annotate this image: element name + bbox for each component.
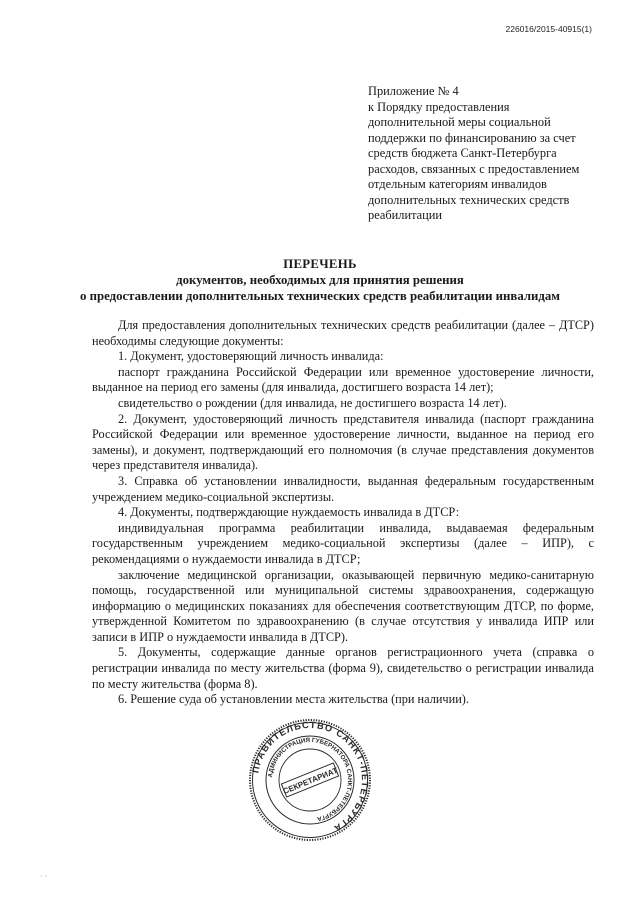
appendix-line: дополнительных технических средств [368, 192, 570, 207]
appendix-line: поддержки по финансированию за счет [368, 130, 576, 145]
paragraph-item-3: 3. Справка об установлении инвалидности, выданная федеральным государственным учреждением медико-социальной экспертизы. [92, 473, 594, 504]
appendix-block [368, 84, 618, 224]
appendix-line: реабилитации [368, 208, 443, 222]
appendix-line: средств бюджета Санкт-Петербурга [368, 146, 557, 160]
seal-center-text: СЕКРЕТАРИАТ [281, 765, 340, 796]
title-line-3: о предоставлении дополнительных технических средств реабилитации инвалидам [80, 289, 560, 303]
paragraph-item-2: 2. Документ, удостоверяющий личность представителя инвалида (паспорт гражданина Российской Федерации или временное удостоверение личности, выданное на период его замены), и документ, подтверждающий его полномочия (в случае представления документов через представителя инвалида). [92, 411, 594, 473]
document-body [92, 318, 594, 708]
paragraph-passport: паспорт гражданина Российской Федерации или временное удостоверение личности, выданное на период его замены (для инвалида, достигшего возраста 14 лет); [92, 364, 594, 395]
paragraph-medical-conclusion: заключение медицинской организации, оказывающей первичную медико-санитарную помощь, государственной или муниципальной системы здравоохранения, содержащую информацию о медицинских показаниях для обеспечения соответствующим ДТСР, по форме, утвержденной Комитетом по здравоохранению (в случае отсутствия у инвалида ИПР или записи в ИПР о нуждаемости инвалида в ДТСР). [92, 567, 594, 644]
paragraph-item-4: 4. Документы, подтверждающие нуждаемость инвалида в ДТСР: [118, 505, 460, 520]
title-line-2: документов, необходимых для принятия решения [176, 273, 464, 287]
paragraph-item-1: 1. Документ, удостоверяющий личность инвалида: [118, 349, 384, 364]
appendix-line: Приложение № 4 [368, 84, 459, 98]
official-seal [248, 718, 372, 842]
paragraph-ipr: индивидуальная программа реабилитации инвалида, выдаваемая федеральным государственным учреждением медико-социальной экспертизы (далее – ИПР), с рекомендациями о нуждаемости инвалида в ДТСР; [92, 520, 594, 566]
paragraph-item-6: 6. Решение суда об установлении места жительства (при наличии). [118, 692, 469, 707]
margin-marks: · · [40, 872, 48, 881]
appendix-line: отдельным категориям инвалидов [368, 177, 547, 191]
paragraph-birth-certificate: свидетельство о рождении (для инвалида, не достигшего возраста 14 лет). [118, 395, 507, 410]
document-number: 226016/2015-40915(1) [505, 24, 592, 34]
seal-outer-text: ПРАВИТЕЛЬСТВО САНКТ-ПЕТЕРБУРГА [250, 719, 371, 834]
appendix-line: дополнительной меры социальной [368, 115, 551, 129]
title-main: ПЕРЕЧЕНЬ [283, 257, 357, 271]
seal-inner-text: АДМИНИСТРАЦИЯ ГУБЕРНАТОРА САНКТ-ПЕТЕРБУРГА [267, 736, 354, 823]
appendix-line: расходов, связанных с предоставлением [368, 161, 580, 176]
seal-graphic [248, 718, 372, 842]
document-title [40, 256, 600, 304]
paragraph-item-5: 5. Документы, содержащие данные органов регистрационного учета (справка о регистрации инвалида по месту жительства (форма 9), свидетельство о регистрации инвалида по месту жительства (форма 8). [92, 645, 594, 691]
paragraph-intro: Для предоставления дополнительных технических средств реабилитации (далее – ДТСР) необходимы следующие документы: [92, 318, 594, 348]
appendix-line: к Порядку предоставления [368, 99, 510, 114]
